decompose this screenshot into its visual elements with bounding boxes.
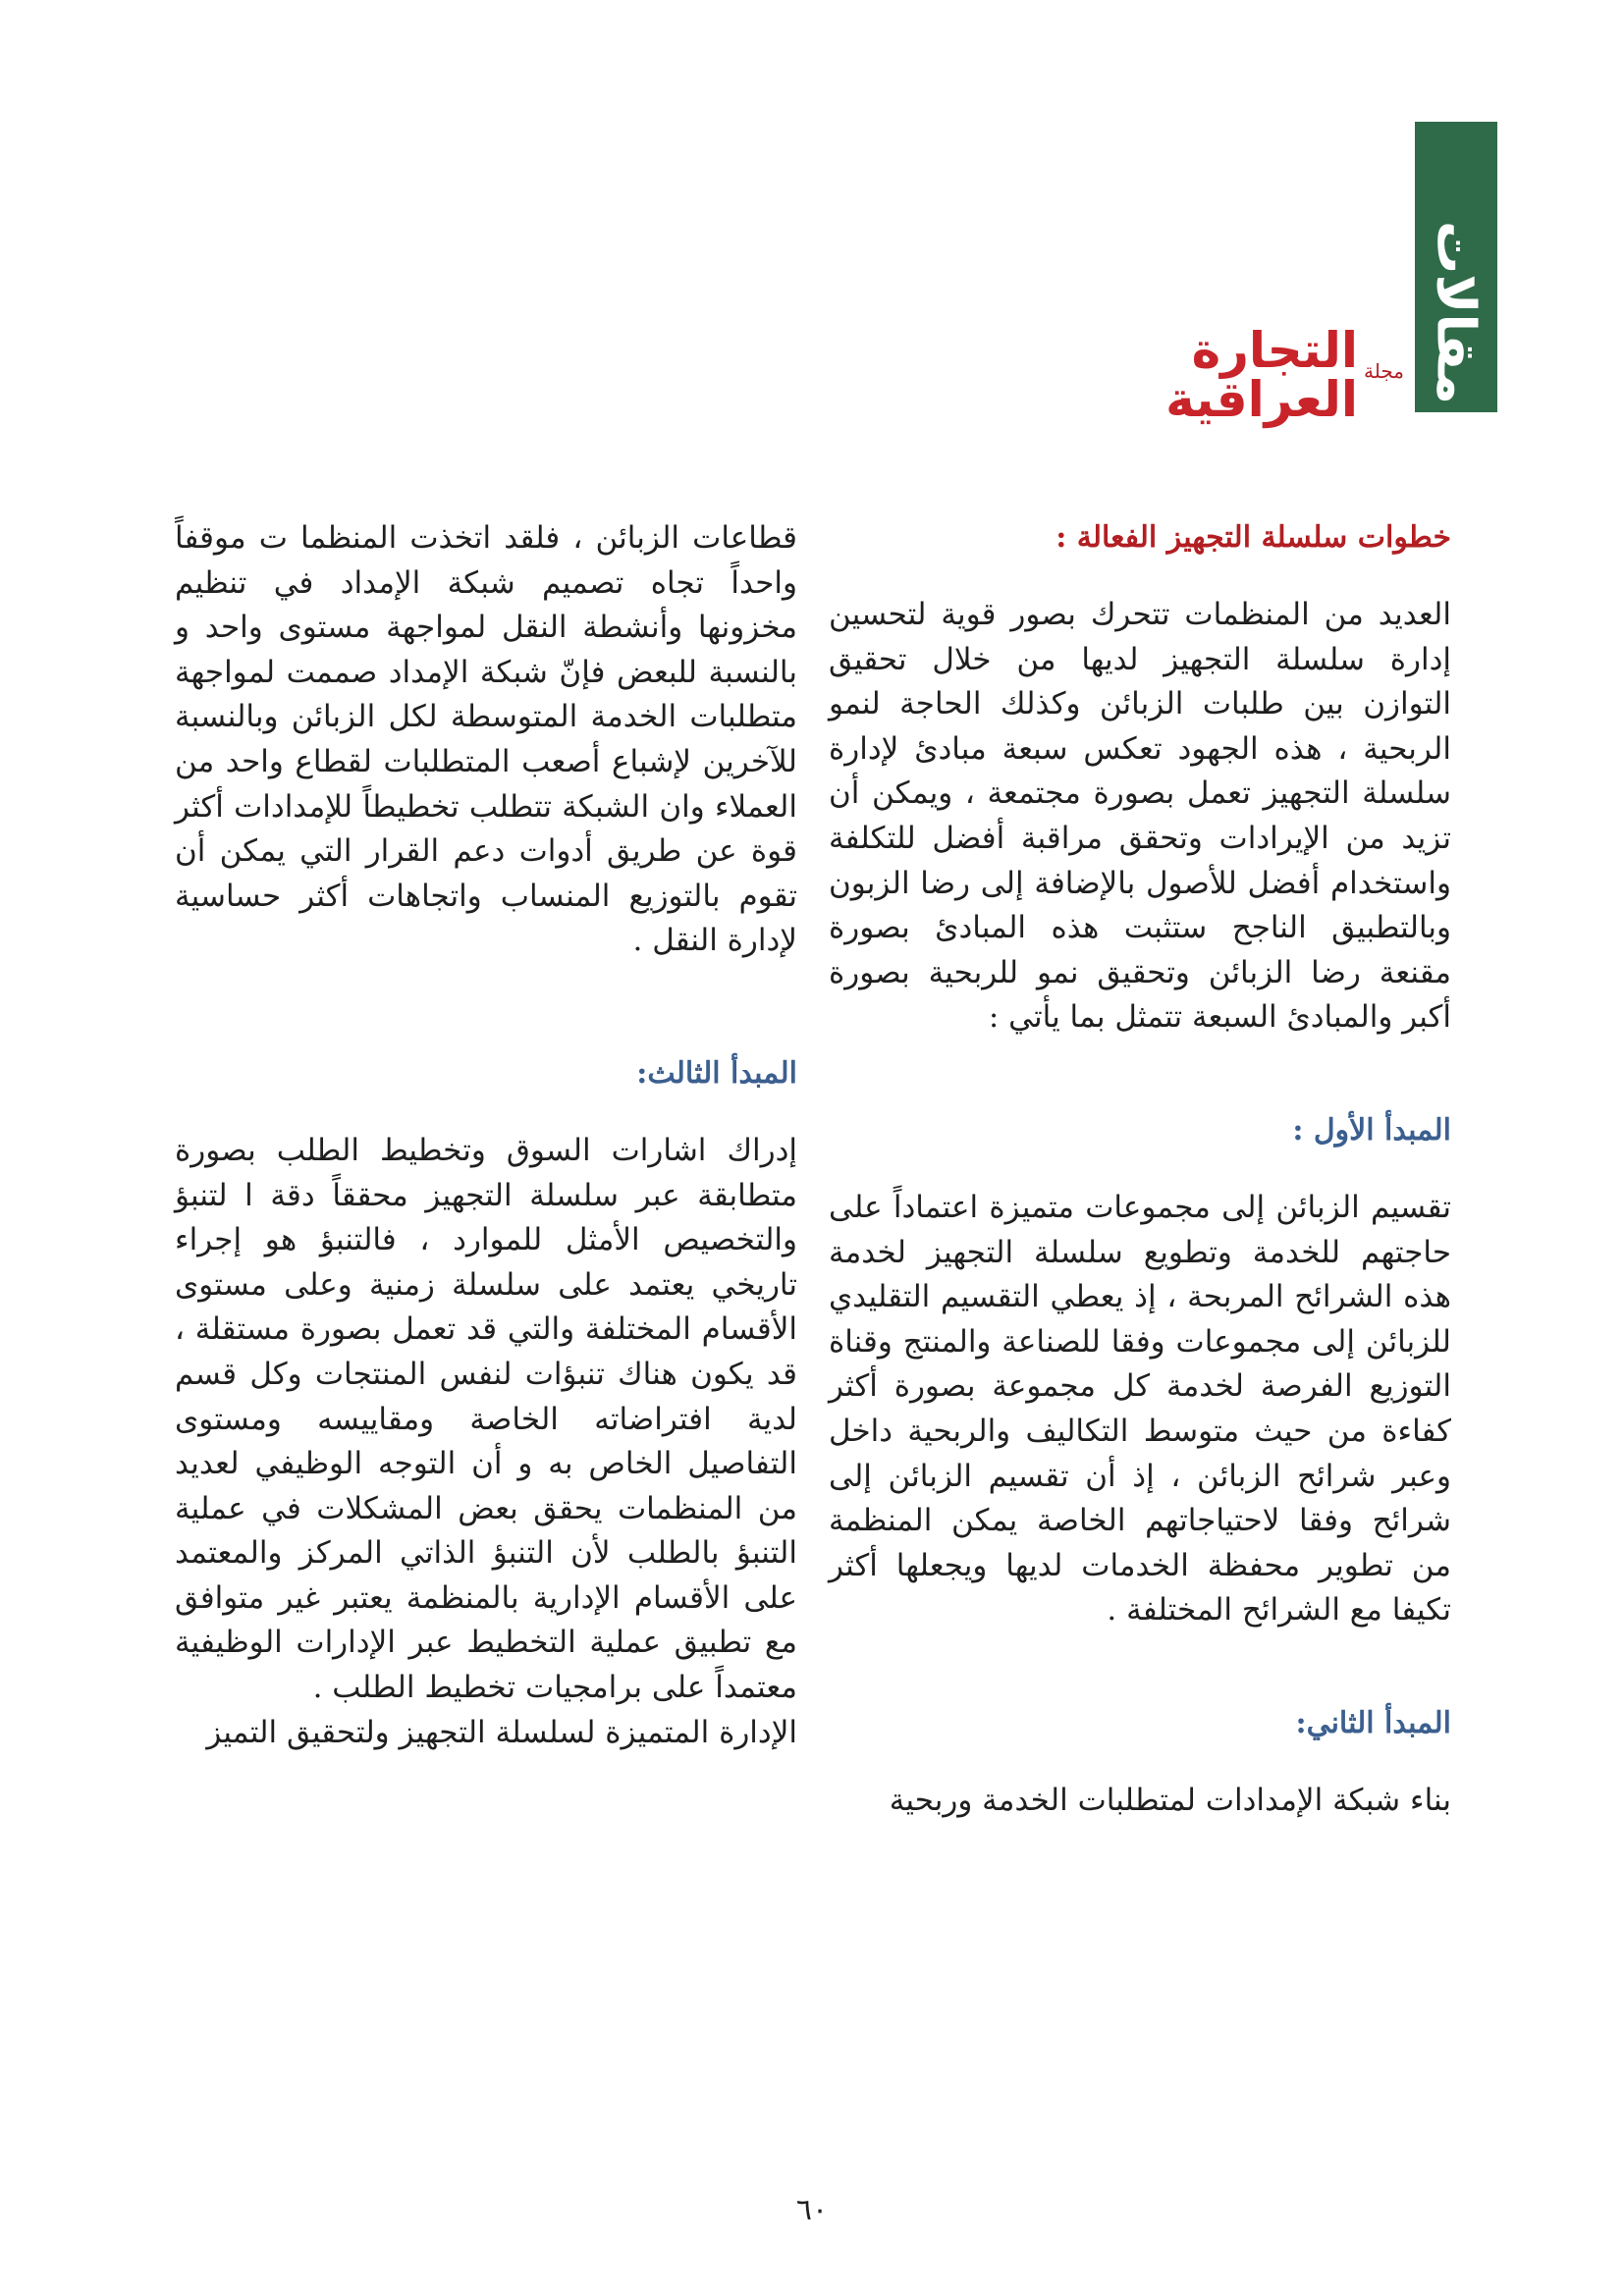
page-number: ٦٠: [795, 2193, 829, 2227]
principle-2-paragraph: بناء شبكة الإمدادات لمتطلبات الخدمة وربحية: [889, 1782, 1451, 1818]
principle-3-heading: المبدأ الثالث:: [636, 1055, 797, 1091]
section-heading: خطوات سلسلة التجهيز الفعالة :: [1056, 520, 1451, 555]
logo-prefix: مجلة: [1364, 359, 1404, 383]
final-line: الإدارة المتميزة لسلسلة التجهيز ولتحقيق التميز: [206, 1714, 797, 1750]
principle-3-paragraph: إدراك اشارات السوق وتخطيط الطلب بصورة متطابقة عبر سلسلة التجهيز محققاً دقة ا لتنبؤ والتخصيص الأمثل للموارد ، فالتنبؤ هو إجراء تاريخي يعتمد على سلسلة زمنية وعلى مستوى الأقسام المختلفة والتي قد تعمل بصورة مستقلة ، قد يكون هناك تنبؤات لنفس المنتجات وكل قسم لدية افتراضاته الخاصة ومقاييسه ومستوى التفاصيل الخاص به و أن التوجه الوظيفي لعديد من المنظمات يحقق بعض المشكلات في عملية التنبؤ بالطلب لأن التنبؤ الذاتي المركز والمعتمد على الأقسام الإدارية بالمنظمة يعتبر غير متوافق مع تطبيق عملية التخطيط عبر الإدارات الوظيفية معتمداً على برامجيات تخطيط الطلب .: [175, 1132, 797, 1706]
intro-paragraph: العديد من المنظمات تتحرك بصور قوية لتحسين إدارة سلسلة التجهيز لديها من خلال تحقيق التوازن بين طلبات الزبائن وكذلك الحاجة لنمو الربحية ، هذه الجهود تعكس سبعة مبادئ لإدارة سلسلة التجهيز تعمل بصورة مجتمعة ، ويمكن أن تزيد من الإيرادات وتحقق مراقبة أفضل للتكلفة واستخدام أفضل للأصول بالإضافة إلى رضا الزبون وبالتطبيق الناجح ستثبت هذه المبادئ بصورة مقنعة رضا الزبائن وتحقيق نمو للربحية بصورة أكبر والمبادئ السبعة تتمثل بما يأتي :: [829, 597, 1451, 1036]
continuation-paragraph: قطاعات الزبائن ، فلقد اتخذت المنظما ت موقفاً واحداً تجاه تصميم شبكة الإمداد في تنظيم مخزونها وأنشطة النقل لمواجهة مستوى واحد و بالنسبة للبعض فإنّ شبكة الإمداد صممت لمواجهة متطلبات الخدمة المتوسطة لكل الزبائن وبالنسبة للآخرين لإشباع أصعب المتطلبات لقطاع واحد من العملاء وان الشبكة تتطلب تخطيطاً للإمدادات أكثر قوة عن طريق أدوات دعم القرار التي يمكن أن تقوم بالتوزيع المنساب واتجاهات أكثر حساسية لإدارة النقل .: [175, 520, 797, 959]
principle-1-paragraph: تقسيم الزبائن إلى مجموعات متميزة اعتماداً على حاجتهم للخدمة وتطويع سلسلة التجهيز لخدمة هذه الشرائح المربحة ، إذ يعطي التقسيم التقليدي للزبائن إلى مجموعات وفقا للصناعة والمنتج وقناة التوزيع الفرصة لخدمة كل مجموعة بصورة أكثر كفاءة من حيث متوسط التكاليف والربحية داخل وعبر شرائح الزبائن ، إذ أن تقسيم الزبائن إلى شرائح وفقا لاحتياجاتهم الخاصة يمكن المنظمة من تطوير محفظة الخدمات لديها ويجعلها أكثر تكيفا مع الشرائح المختلفة .: [829, 1189, 1451, 1629]
logo-title: التجارة العراقية: [1165, 322, 1359, 428]
magazine-logo: [992, 322, 1404, 428]
right-column: [829, 516, 1451, 1823]
left-column: [175, 516, 797, 1755]
section-tab: [1415, 122, 1497, 412]
principle-2-heading: المبدأ الثاني:: [1295, 1705, 1451, 1740]
section-tab-label: مقالات: [1425, 220, 1488, 404]
principle-1-heading: المبدأ الأول :: [1292, 1112, 1451, 1148]
